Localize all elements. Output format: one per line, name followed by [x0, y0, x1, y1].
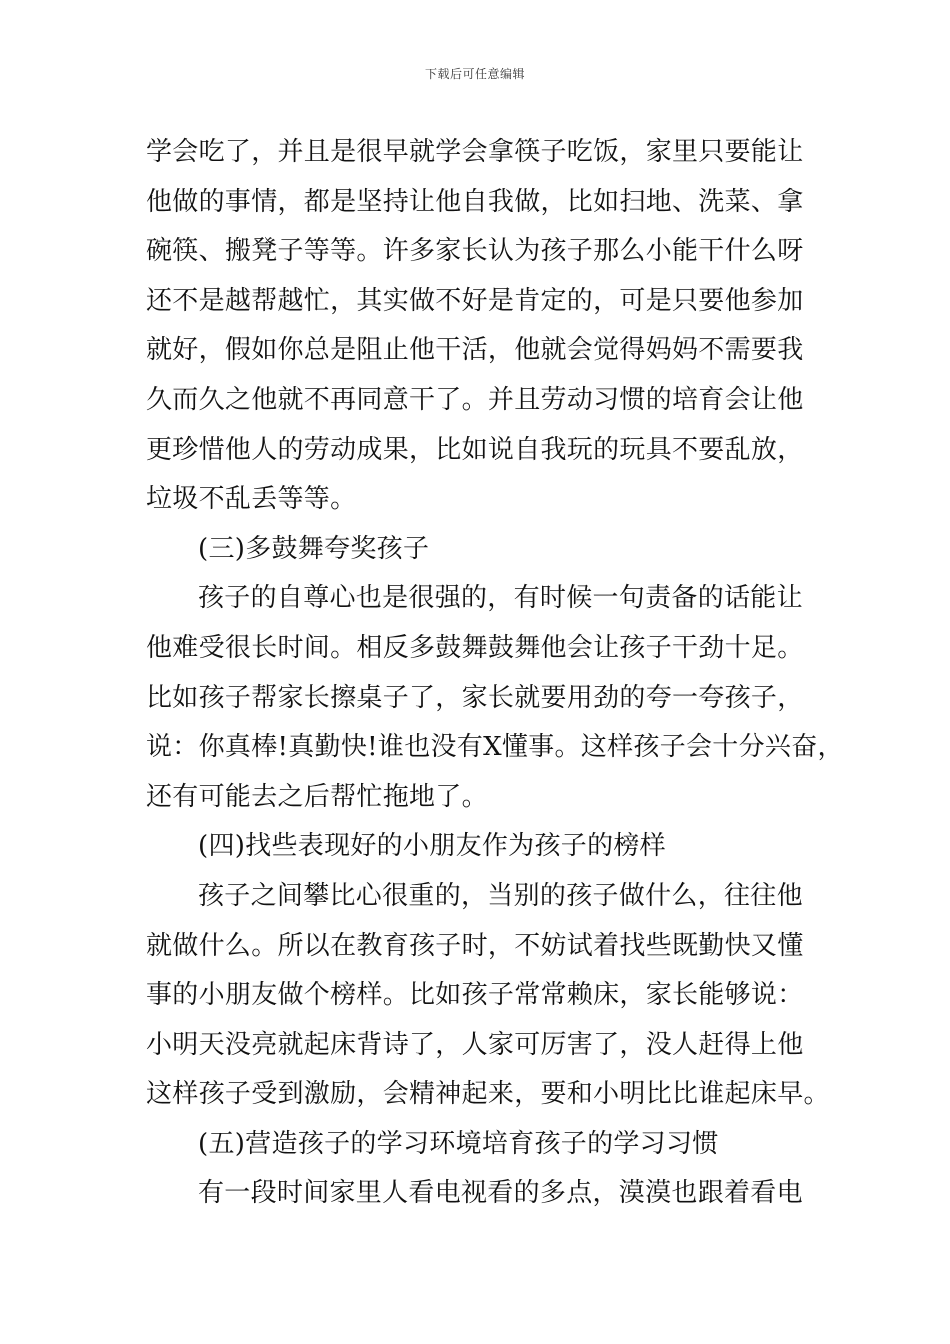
text-line: 比如孩子帮家长擦桌子了，家长就要用劲的夸一夸孩子， [146, 682, 804, 713]
document-body [146, 128, 844, 1219]
text-line: 说：你真棒!真勤快!谁也没有X懂事。这样孩子会十分兴奋， [146, 732, 844, 763]
text-line: 这样孩子受到激励，会精神起来，要和小明比比谁起床早。 [146, 1079, 830, 1110]
text-line: 更珍惜他人的劳动成果，比如说自我玩的玩具不要乱放， [146, 434, 804, 465]
text-line: 就好，假如你总是阻止他干活，他就会觉得妈妈不需要我 [146, 335, 804, 366]
text-line: 垃圾不乱丢等等。 [146, 484, 357, 515]
text-line: 事的小朋友做个榜样。比如孩子常常赖床，家长能够说： [146, 980, 804, 1011]
text-line: 久而久之他就不再同意干了。并且劳动习惯的培育会让他 [146, 384, 804, 415]
paragraph-start: 孩子之间攀比心很重的，当别的孩子做什么，往往他 [198, 880, 803, 911]
paragraph-start: 孩子的自尊心也是很强的，有时候一句责备的话能让 [198, 583, 803, 614]
paragraph-start: 有一段时间家里人看电视看的多点，漠漠也跟着看电 [198, 1178, 803, 1209]
text-line: 碗筷、搬凳子等等。许多家长认为孩子那么小能干什么呀 [146, 236, 804, 267]
text-line: 他做的事情，都是坚持让他自我做，比如扫地、洗菜、拿 [146, 186, 804, 217]
text-line: 就做什么。所以在教育孩子时，不妨试着找些既勤快又懂 [146, 930, 804, 961]
text-line: 学会吃了，并且是很早就学会拿筷子吃饭，家里只要能让 [146, 137, 804, 167]
section-heading-5: (五)营造孩子的学习环境培育孩子的学习习惯 [198, 1128, 719, 1159]
page-header-note: 下载后可任意编辑 [424, 67, 525, 81]
text-line: 他难受很长时间。相反多鼓舞鼓舞他会让孩子干劲十足。 [146, 632, 804, 663]
section-heading-3: (三)多鼓舞夸奖孩子 [198, 533, 430, 564]
text-line: 小明天没亮就起床背诗了，人家可厉害了，没人赶得上他 [146, 1029, 804, 1060]
text-line: 还有可能去之后帮忙拖地了。 [146, 781, 488, 812]
section-heading-4: (四)找些表现好的小朋友作为孩子的榜样 [198, 831, 666, 862]
text-line: 还不是越帮越忙，其实做不好是肯定的，可是只要他参加 [146, 285, 804, 316]
